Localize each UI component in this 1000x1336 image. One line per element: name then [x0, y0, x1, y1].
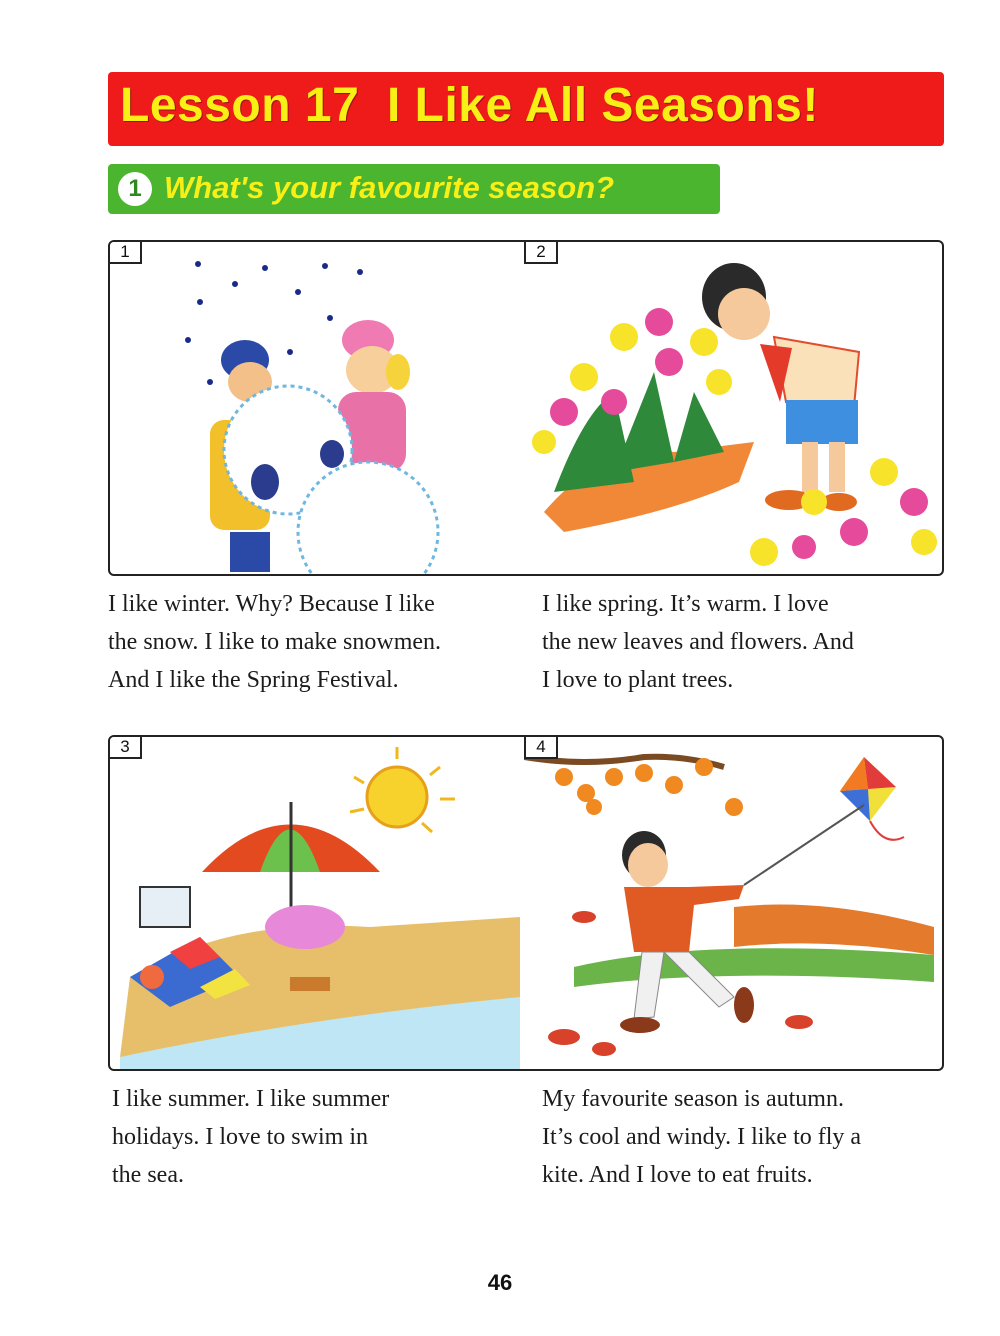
caption-line: My favourite season is autumn. — [542, 1086, 844, 1112]
caption-line: I like winter. Why? Because I like — [108, 591, 435, 617]
summer-beach-icon — [110, 737, 526, 1069]
caption-winter — [108, 585, 528, 699]
lesson-title: Lesson 17 I Like All Seasons! — [120, 79, 819, 132]
panel-autumn — [524, 735, 944, 1071]
caption-line: the new leaves and flowers. And — [542, 629, 854, 655]
caption-line: the sea. — [112, 1162, 184, 1188]
section-number: 1 — [118, 172, 152, 206]
spring-flowers-icon — [524, 242, 942, 574]
lesson-banner — [108, 72, 944, 146]
caption-line: I like summer. I like summer — [112, 1086, 390, 1112]
panel-winter — [108, 240, 528, 576]
panel-number: 1 — [110, 242, 142, 264]
caption-line: the snow. I like to make snowmen. — [108, 629, 442, 655]
page-number: 46 — [487, 1270, 513, 1295]
caption-line: I love to plant trees. — [542, 667, 734, 693]
caption-line: holidays. I love to swim in — [112, 1124, 368, 1150]
panel-spring — [524, 240, 944, 576]
autumn-kite-icon — [524, 737, 942, 1069]
panel-summer — [108, 735, 528, 1071]
caption-line: It’s cool and windy. I like to fly a — [542, 1124, 862, 1150]
section-banner — [108, 164, 720, 214]
panel-number: 3 — [110, 737, 142, 759]
caption-line: And I like the Spring Festival. — [108, 667, 399, 693]
panel-number: 4 — [524, 737, 558, 759]
caption-line: kite. And I love to eat fruits. — [542, 1162, 813, 1188]
caption-spring — [542, 585, 962, 699]
caption-autumn — [542, 1080, 962, 1194]
caption-summer — [112, 1080, 532, 1194]
caption-line: I like spring. It’s warm. I love — [542, 591, 829, 617]
panel-number: 2 — [524, 242, 558, 264]
winter-snowman-icon — [110, 242, 526, 574]
section-title: What's your favourite season? — [164, 170, 615, 205]
